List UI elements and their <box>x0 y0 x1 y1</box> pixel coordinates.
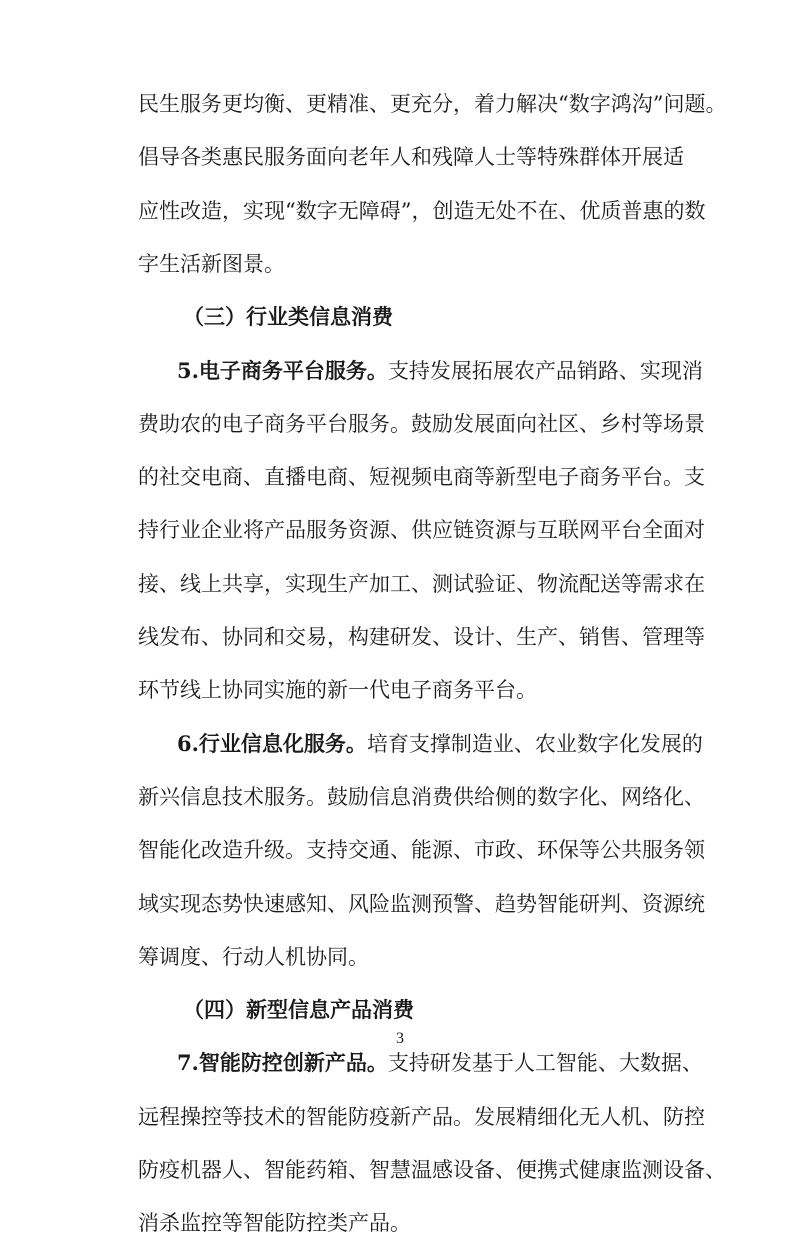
text-line: 倡导各类惠民服务面向老年人和残障人士等特殊群体开展适 <box>138 145 684 169</box>
text-line: 字生活新图景。 <box>138 252 285 276</box>
text-line: 智能化改造升级。支持交通、能源、市政、环保等公共服务领 <box>138 838 705 862</box>
paragraph-text: 支持研发基于人工智能、大数据、 <box>387 1051 703 1075</box>
text-line: 的社交电商、直播电商、短视频电商等新型电子商务平台。支 <box>138 465 705 489</box>
section-heading: （四）新型信息产品消费 <box>183 997 414 1022</box>
paragraph-lead: 5.电子商务平台服务。 <box>177 358 388 383</box>
text-line: 民生服务更均衡、更精准、更充分，着力解决“数字鸿沟”问题。 <box>138 92 727 116</box>
paragraph-first-line <box>177 359 703 383</box>
page-number: 3 <box>396 1030 404 1047</box>
text-line: 筹调度、行动人机协同。 <box>138 945 369 969</box>
paragraph-first-line <box>177 732 703 756</box>
paragraph-lead: 6.行业信息化服务。 <box>177 731 367 756</box>
text-line: 接、线上共享，实现生产加工、测试验证、物流配送等需求在 <box>138 572 705 596</box>
section-heading: （三）行业类信息消费 <box>183 304 393 329</box>
text-line: 防疫机器人、智能药箱、智慧温感设备、便携式健康监测设备、 <box>138 1158 726 1182</box>
paragraph-text: 培育支撑制造业、农业数字化发展的 <box>366 732 703 756</box>
paragraph-lead: 7.智能防控创新产品。 <box>177 1050 388 1075</box>
text-line: 线发布、协同和交易，构建研发、设计、生产、销售、管理等 <box>138 625 705 649</box>
text-line: 持行业企业将产品服务资源、供应链资源与互联网平台全面对 <box>138 518 705 542</box>
text-line: 域实现态势快速感知、风险监测预警、趋势智能研判、资源统 <box>138 892 705 916</box>
paragraph-text: 支持发展拓展农产品销路、实现消 <box>387 359 703 383</box>
text-line: 消杀监控等智能防控类产品。 <box>138 1211 411 1235</box>
text-line: 应性改造，实现“数字无障碍”，创造无处不在、优质普惠的数 <box>138 199 706 223</box>
text-line: 新兴信息技术服务。鼓励信息消费供给侧的数字化、网络化、 <box>138 785 705 809</box>
text-line: 远程操控等技术的智能防疫新产品。发展精细化无人机、防控 <box>138 1105 705 1129</box>
text-line: 费助农的电子商务平台服务。鼓励发展面向社区、乡村等场景 <box>138 412 705 436</box>
text-line: 环节线上协同实施的新一代电子商务平台。 <box>138 678 537 702</box>
